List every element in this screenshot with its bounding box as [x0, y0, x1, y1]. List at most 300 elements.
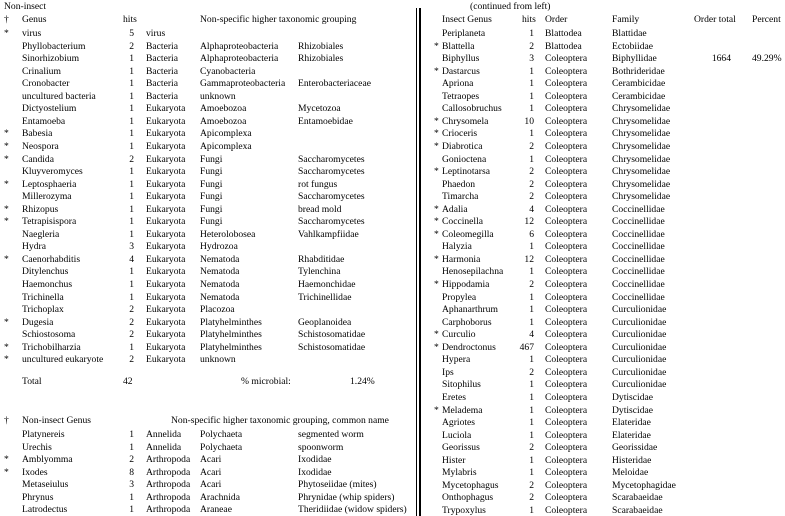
- order-cell: Coleoptera: [545, 128, 588, 140]
- row-marker: *: [4, 354, 9, 366]
- family-cell: Curculionidae: [612, 304, 667, 316]
- class-cell: Polychaeta: [200, 429, 243, 440]
- class-cell: Acari: [200, 466, 222, 478]
- hits-cell: 1: [129, 228, 134, 240]
- subgroup-cell: Trichinellidae: [298, 291, 352, 303]
- hits-cell: 1: [529, 65, 534, 77]
- order-total-cell: 1664: [711, 53, 731, 65]
- order-cell: Coleoptera: [545, 329, 588, 341]
- genus-cell: Periplaneta: [442, 28, 486, 39]
- group-cell: Fungi: [200, 203, 223, 215]
- hits-cell: 3: [529, 53, 534, 65]
- hits-cell: 1: [529, 354, 534, 366]
- family-cell: Cerambicidae: [612, 78, 666, 90]
- order-cell: Coleoptera: [545, 379, 588, 391]
- left-title: Non-insect: [4, 1, 47, 12]
- hits-cell: 467: [519, 341, 534, 353]
- genus-cell: Henosepilachna: [442, 266, 504, 278]
- hits-cell: 1: [129, 90, 134, 102]
- class-cell: Acari: [200, 454, 222, 466]
- row-marker: *: [434, 166, 439, 178]
- order-cell: Coleoptera: [545, 115, 588, 127]
- genus-cell: Meladema: [442, 404, 483, 416]
- genus-cell: Dastarcus: [442, 65, 480, 77]
- group-cell: Fungi: [200, 191, 223, 203]
- phylum-cell: Annelida: [146, 441, 182, 453]
- hits-cell: 1: [529, 391, 534, 403]
- family-cell: Elateridae: [612, 429, 651, 441]
- family-cell: Blattidae: [612, 28, 647, 39]
- group-cell: Nematoda: [200, 279, 240, 290]
- group-cell: Apicomplexa: [200, 140, 252, 152]
- genus-cell: Coccinella: [442, 216, 484, 228]
- hits-cell: 2: [529, 178, 534, 190]
- domain-cell: Eukaryota: [146, 266, 186, 278]
- group-cell: Alphaproteobacteria: [200, 53, 279, 65]
- family-cell: Coccinellidae: [612, 203, 665, 215]
- domain-cell: Eukaryota: [146, 354, 186, 366]
- hits-cell: 1: [129, 279, 134, 290]
- genus-cell: Biphyllus: [442, 53, 480, 65]
- order-cell: Coleoptera: [545, 316, 588, 328]
- subgroup-cell: Haemonchidae: [298, 279, 356, 290]
- hits-cell: 2: [129, 454, 134, 466]
- right-header-order: Order: [545, 14, 568, 25]
- subgroup-cell: rot fungus: [298, 178, 338, 190]
- group-cell: Cyanobacteria: [200, 65, 256, 77]
- order-cell: Coleoptera: [545, 140, 588, 152]
- subgroup-cell: Saccharomycetes: [298, 191, 365, 203]
- genus-cell: Urechis: [22, 441, 52, 453]
- hits-cell: 1: [529, 467, 534, 479]
- order-cell: Coleoptera: [545, 391, 588, 403]
- class-cell: Acari: [200, 479, 222, 491]
- subgroup-cell: Saccharomycetes: [298, 216, 365, 228]
- class-cell: Arachnida: [200, 491, 240, 503]
- hits-cell: 1: [129, 216, 134, 228]
- hits-cell: 1: [529, 103, 534, 115]
- order-cell: Coleoptera: [545, 417, 588, 429]
- genus-cell: Ips: [442, 366, 454, 378]
- genus-cell: Trichobilharzia: [22, 341, 81, 353]
- family-cell: Chrysomelidae: [612, 178, 671, 190]
- genus-cell: Kluyveromyces: [22, 166, 83, 178]
- domain-cell: Eukaryota: [146, 128, 186, 140]
- left-header-hits: hits: [123, 14, 137, 25]
- domain-cell: Eukaryota: [146, 103, 186, 115]
- row-marker: *: [4, 466, 9, 478]
- right-header-hits: hits: [522, 14, 536, 25]
- row-marker: *: [4, 153, 9, 165]
- total-label: Total: [22, 376, 42, 387]
- subgroup-cell: Enterobacteriaceae: [298, 78, 371, 90]
- genus-cell: Blattella: [442, 40, 475, 52]
- domain-cell: Bacteria: [146, 65, 178, 77]
- right-header-genus: Insect Genus: [442, 14, 492, 25]
- hits-cell: 4: [529, 203, 534, 215]
- phylum-cell: Arthropoda: [146, 504, 191, 516]
- hits-cell: 2: [529, 279, 534, 290]
- row-marker: *: [434, 140, 439, 152]
- hits-cell: 1: [129, 203, 134, 215]
- family-cell: Curculionidae: [612, 316, 667, 328]
- genus-cell: Hister: [442, 454, 466, 466]
- row-marker: *: [4, 140, 9, 152]
- group-cell: Gammaproteobacteria: [200, 78, 286, 90]
- group-cell: Apicomplexa: [200, 128, 252, 140]
- hits-cell: 1: [529, 266, 534, 278]
- genus-cell: Aphanarthrum: [442, 304, 498, 316]
- hits-cell: 3: [129, 479, 134, 491]
- family-cell: Coccinellidae: [612, 279, 665, 290]
- hits-cell: 1: [129, 266, 134, 278]
- common-name-cell: Phytoseiidae (mites): [298, 479, 377, 491]
- left-header-group: Non-specific higher taxonomic grouping: [200, 14, 357, 25]
- genus-cell: Platynereis: [22, 429, 65, 440]
- genus-cell: Babesia: [22, 128, 53, 140]
- hits-cell: 5: [129, 28, 134, 39]
- order-cell: Coleoptera: [545, 291, 588, 303]
- subgroup-cell: bread mold: [298, 203, 342, 215]
- row-marker: *: [434, 203, 439, 215]
- family-cell: Biphyllidae: [612, 53, 657, 65]
- genus-cell: Ixodes: [22, 466, 48, 478]
- hits-cell: 2: [529, 442, 534, 454]
- family-cell: Coccinellidae: [612, 216, 665, 228]
- hits-cell: 1: [129, 103, 134, 115]
- family-cell: Chrysomelidae: [612, 128, 671, 140]
- order-cell: Coleoptera: [545, 279, 588, 290]
- family-cell: Histeridae: [612, 454, 652, 466]
- subgroup-cell: Mycetozoa: [298, 103, 341, 115]
- group-cell: Nematoda: [200, 253, 240, 265]
- percent-cell: 49.29%: [752, 53, 782, 65]
- row-marker: *: [434, 228, 439, 240]
- family-cell: Coccinellidae: [612, 266, 665, 278]
- hits-cell: 2: [529, 492, 534, 504]
- hits-cell: 1: [529, 316, 534, 328]
- genus-cell: Phaedon: [442, 178, 476, 190]
- row-marker: *: [434, 329, 439, 341]
- hits-cell: 2: [129, 304, 134, 316]
- hits-cell: 2: [129, 40, 134, 52]
- hits-cell: 2: [529, 191, 534, 203]
- domain-cell: Eukaryota: [146, 115, 186, 127]
- genus-cell: Leptosphaeria: [22, 178, 77, 190]
- row-marker: *: [4, 216, 9, 228]
- hits-cell: 10: [524, 115, 534, 127]
- hits-cell: 2: [129, 329, 134, 341]
- genus-cell: Luciola: [442, 429, 472, 441]
- family-cell: Scarabaeidae: [612, 504, 663, 516]
- genus-cell: Schiostosoma: [22, 329, 76, 341]
- family-cell: Chrysomelidae: [612, 115, 671, 127]
- genus-cell: Apriona: [442, 78, 474, 90]
- genus-cell: Mylabris: [442, 467, 477, 479]
- domain-cell: Eukaryota: [146, 279, 186, 290]
- genus-cell: Candida: [22, 153, 54, 165]
- family-cell: Curculionidae: [612, 366, 667, 378]
- hits-cell: 1: [529, 404, 534, 416]
- row-marker: *: [434, 216, 439, 228]
- order-cell: Coleoptera: [545, 492, 588, 504]
- genus-cell: Halyzia: [442, 241, 472, 253]
- genus-cell: virus: [22, 28, 42, 39]
- genus-cell: Diabrotica: [442, 140, 483, 152]
- order-cell: Coleoptera: [545, 341, 588, 353]
- domain-cell: Eukaryota: [146, 241, 186, 253]
- subgroup-cell: Schistosomatidae: [298, 341, 366, 353]
- row-marker: *: [4, 341, 9, 353]
- phylum-cell: Arthropoda: [146, 479, 191, 491]
- genus-cell: Phyllobacterium: [22, 40, 86, 52]
- genus-cell: Dugesia: [22, 316, 54, 328]
- order-cell: Coleoptera: [545, 366, 588, 378]
- domain-cell: Eukaryota: [146, 153, 186, 165]
- group-cell: Nematoda: [200, 291, 240, 303]
- domain-cell: Eukaryota: [146, 304, 186, 316]
- group-cell: Amoebozoa: [200, 115, 247, 127]
- family-cell: Chrysomelidae: [612, 103, 671, 115]
- group-cell: Alphaproteobacteria: [200, 40, 279, 52]
- genus-cell: Curculio: [442, 329, 476, 341]
- genus-cell: Neospora: [22, 140, 59, 152]
- hits-cell: 1: [529, 291, 534, 303]
- phylum-cell: Arthropoda: [146, 491, 191, 503]
- genus-cell: Eretes: [442, 391, 466, 403]
- family-cell: Ectobiidae: [612, 40, 654, 52]
- right-header-order-total: Order total: [694, 14, 736, 25]
- order-cell: Coleoptera: [545, 178, 588, 190]
- common-name-cell: Phrynidae (whip spiders): [298, 491, 395, 503]
- hits-cell: 1: [129, 191, 134, 203]
- order-cell: Coleoptera: [545, 454, 588, 466]
- order-cell: Blattodea: [545, 28, 582, 39]
- genus-cell: Leptinotarsa: [442, 166, 490, 178]
- order-cell: Coleoptera: [545, 429, 588, 441]
- genus-cell: Amblyomma: [22, 454, 73, 466]
- group-cell: unknown: [200, 90, 236, 102]
- hits-cell: 1: [529, 304, 534, 316]
- genus-cell: uncultured bacteria: [22, 90, 96, 102]
- family-cell: Georissidae: [612, 442, 658, 454]
- group-cell: Hydrozoa: [200, 241, 238, 253]
- phylum-cell: Arthropoda: [146, 466, 191, 478]
- group-cell: Platyhelminthes: [200, 316, 262, 328]
- hits-cell: 12: [524, 216, 534, 228]
- order-cell: Coleoptera: [545, 404, 588, 416]
- order-cell: Coleoptera: [545, 153, 588, 165]
- hits-cell: 1: [529, 28, 534, 39]
- continued-note: (continued from left): [470, 1, 551, 12]
- hits-cell: 1: [129, 140, 134, 152]
- column-divider-thick: [419, 8, 421, 516]
- family-cell: Curculionidae: [612, 329, 667, 341]
- genus-cell: Hypera: [442, 354, 471, 366]
- genus-cell: Agriotes: [442, 417, 476, 429]
- domain-cell: Eukaryota: [146, 216, 186, 228]
- domain-cell: Eukaryota: [146, 253, 186, 265]
- domain-cell: Eukaryota: [146, 166, 186, 178]
- hits-cell: 1: [129, 429, 134, 440]
- family-cell: Mycetophagidae: [612, 479, 676, 491]
- common-name-cell: Theridiidae (widow spiders): [298, 504, 407, 516]
- order-cell: Coleoptera: [545, 253, 588, 265]
- phylum-cell: Arthropoda: [146, 454, 191, 466]
- order-cell: Coleoptera: [545, 228, 588, 240]
- hits-cell: 8: [129, 466, 134, 478]
- domain-cell: Eukaryota: [146, 178, 186, 190]
- right-header-percent: Percent: [752, 14, 781, 25]
- hits-cell: 3: [129, 241, 134, 253]
- phylum-cell: Annelida: [146, 429, 182, 440]
- hits-cell: 1: [129, 441, 134, 453]
- hits-cell: 1: [129, 166, 134, 178]
- genus-cell: Caenorhabditis: [22, 253, 81, 265]
- hits-cell: 2: [529, 479, 534, 491]
- subgroup-cell: Rhabditidae: [298, 253, 345, 265]
- hits-cell: 1: [129, 504, 134, 516]
- genus-cell: Onthophagus: [442, 492, 494, 504]
- order-cell: Coleoptera: [545, 90, 588, 102]
- subgroup-cell: Vahlkampfiidae: [298, 228, 359, 240]
- genus-cell: Latrodectus: [22, 504, 68, 516]
- row-marker: *: [4, 454, 9, 466]
- domain-cell: Eukaryota: [146, 329, 186, 341]
- group-cell: Fungi: [200, 216, 223, 228]
- hits-cell: 2: [529, 166, 534, 178]
- row-marker: *: [4, 316, 9, 328]
- common-name-cell: spoonworm: [298, 441, 344, 453]
- family-cell: Chrysomelidae: [612, 166, 671, 178]
- subgroup-cell: Entamoebidae: [298, 115, 353, 127]
- hits-cell: 1: [129, 78, 134, 90]
- order-cell: Coleoptera: [545, 78, 588, 90]
- genus-cell: Trichoplax: [22, 304, 64, 316]
- domain-cell: Bacteria: [146, 90, 178, 102]
- group-cell: Heterolobosea: [200, 228, 256, 240]
- domain-cell: Bacteria: [146, 53, 178, 65]
- domain-cell: Eukaryota: [146, 316, 186, 328]
- genus-cell: Georissus: [442, 442, 480, 454]
- genus-cell: Cronobacter: [22, 78, 70, 90]
- common-name-cell: segmented worm: [298, 429, 364, 440]
- hits-cell: 2: [129, 316, 134, 328]
- domain-cell: Eukaryota: [146, 341, 186, 353]
- order-cell: Coleoptera: [545, 467, 588, 479]
- hits-cell: 4: [529, 329, 534, 341]
- hits-cell: 1: [529, 153, 534, 165]
- hits-cell: 1: [529, 241, 534, 253]
- genus-cell: Gonioctena: [442, 153, 487, 165]
- hits-cell: 1: [129, 341, 134, 353]
- order-cell: Coleoptera: [545, 479, 588, 491]
- genus-cell: Ditylenchus: [22, 266, 69, 278]
- group-cell: Platyhelminthes: [200, 329, 262, 341]
- genus-cell: Rhizopus: [22, 203, 59, 215]
- order-cell: Coleoptera: [545, 103, 588, 115]
- common-name-cell: Ixodidae: [298, 454, 332, 466]
- row-marker: *: [4, 253, 9, 265]
- order-cell: Coleoptera: [545, 304, 588, 316]
- left-header-genus: Genus: [22, 14, 47, 25]
- hits-cell: 1: [129, 178, 134, 190]
- order-cell: Coleoptera: [545, 203, 588, 215]
- domain-cell: Eukaryota: [146, 140, 186, 152]
- genus-cell: Crioceris: [442, 128, 478, 140]
- group-cell: Fungi: [200, 178, 223, 190]
- genus-cell: Hydra: [22, 241, 46, 253]
- microbial-percent: 1.24%: [350, 376, 375, 387]
- subgroup-cell: Saccharomycetes: [298, 153, 365, 165]
- genus-cell: Trypoxylus: [442, 504, 486, 516]
- genus-cell: Dendroctonus: [442, 341, 496, 353]
- hits-cell: 1: [529, 78, 534, 90]
- order-cell: Coleoptera: [545, 166, 588, 178]
- family-cell: Chrysomelidae: [612, 153, 671, 165]
- row-marker: *: [4, 28, 9, 39]
- genus-cell: Hippodamia: [442, 279, 490, 290]
- domain-cell: Bacteria: [146, 40, 178, 52]
- hits-cell: 1: [529, 417, 534, 429]
- lower-header-genus: Non-insect Genus: [22, 415, 92, 426]
- row-marker: *: [434, 253, 439, 265]
- lower-header-group: Non-specific higher taxonomic grouping, common name: [171, 415, 389, 426]
- genus-cell: Crinalium: [22, 65, 61, 77]
- genus-cell: Naegleria: [22, 228, 60, 240]
- order-cell: Coleoptera: [545, 504, 588, 516]
- order-cell: Coleoptera: [545, 191, 588, 203]
- family-cell: Curculionidae: [612, 354, 667, 366]
- family-cell: Coccinellidae: [612, 241, 665, 253]
- hits-cell: 2: [529, 366, 534, 378]
- genus-cell: Mycetophagus: [442, 479, 499, 491]
- group-cell: Fungi: [200, 166, 223, 178]
- genus-cell: Phrynus: [22, 491, 54, 503]
- row-marker: *: [434, 128, 439, 140]
- hits-cell: 1: [129, 65, 134, 77]
- genus-cell: Callosobruchus: [442, 103, 502, 115]
- family-cell: Cerambicidae: [612, 90, 666, 102]
- hits-cell: 6: [529, 228, 534, 240]
- subgroup-cell: Saccharomycetes: [298, 166, 365, 178]
- group-cell: Nematoda: [200, 266, 240, 278]
- row-marker: *: [4, 203, 9, 215]
- hits-cell: 1: [529, 379, 534, 391]
- row-marker: *: [434, 115, 439, 127]
- row-marker: *: [434, 65, 439, 77]
- order-cell: Coleoptera: [545, 65, 588, 77]
- order-cell: Coleoptera: [545, 266, 588, 278]
- family-cell: Scarabaeidae: [612, 492, 663, 504]
- family-cell: Chrysomelidae: [612, 140, 671, 152]
- subgroup-cell: Schistosomatidae: [298, 329, 366, 341]
- domain-cell: Bacteria: [146, 78, 178, 90]
- genus-cell: Carphoborus: [442, 316, 492, 328]
- genus-cell: Propylea: [442, 291, 477, 303]
- row-marker: *: [434, 341, 439, 353]
- family-cell: Coccinellidae: [612, 228, 665, 240]
- family-cell: Curculionidae: [612, 341, 667, 353]
- domain-cell: Eukaryota: [146, 191, 186, 203]
- genus-cell: Metaseiulus: [22, 479, 69, 491]
- genus-cell: Sinorhizobium: [22, 53, 80, 65]
- genus-cell: Harmonia: [442, 253, 481, 265]
- hits-cell: 2: [529, 40, 534, 52]
- family-cell: Chrysomelidae: [612, 191, 671, 203]
- family-cell: Bothrideridae: [612, 65, 665, 77]
- genus-cell: Tetraopes: [442, 90, 480, 102]
